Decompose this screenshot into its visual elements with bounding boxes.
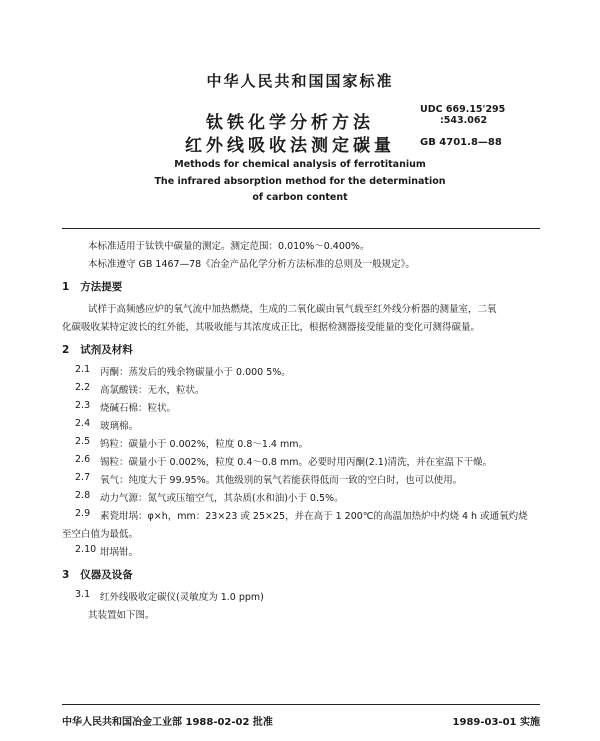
document-title-zh-line2: 红外线吸收法测定碳量 bbox=[185, 136, 395, 156]
approval-line: 中华人民共和国冶金工业部 1988-02-02 批准 bbox=[62, 717, 273, 728]
reagent-number: 2.1 bbox=[75, 364, 91, 375]
section-title: 试剂及材料 bbox=[80, 344, 133, 356]
udc-code: UDC 669.15'295 bbox=[420, 104, 506, 115]
equipment-note: 其装置如下图。 bbox=[88, 610, 155, 621]
header-divider bbox=[62, 228, 540, 229]
footer-divider bbox=[62, 704, 540, 705]
reagent-number: 2.2 bbox=[75, 382, 91, 393]
udc-code-continuation: :543.062 bbox=[440, 115, 488, 126]
reagent-number: 2.8 bbox=[75, 490, 91, 501]
intro-scope: 本标准适用于钛铁中碳量的测定。测定范围：0.010%～0.400%。 bbox=[88, 241, 370, 252]
method-summary-line2: 化碳吸收某特定波长的红外能，其吸收能与其浓度成正比，根据检测器接受能量的变化可测得碳量。 bbox=[62, 322, 481, 333]
document-title-en-line3: of carbon content bbox=[252, 192, 348, 203]
reagent-text: 玻璃棉。 bbox=[100, 421, 139, 432]
reagent-number: 2.6 bbox=[75, 454, 91, 465]
section-title: 仪器及设备 bbox=[80, 569, 133, 581]
section-number: 2 bbox=[62, 344, 70, 356]
section-3-heading bbox=[62, 567, 133, 582]
intro-compliance: 本标准遵守 GB 1467—78《冶金产品化学分析方法标准的总则及一般规定》。 bbox=[88, 259, 415, 270]
reagent-text: 坩埚钳。 bbox=[100, 547, 139, 558]
equipment-number: 3.1 bbox=[75, 589, 91, 600]
document-title-zh-line1: 钛铁化学分析方法 bbox=[206, 113, 374, 133]
reagent-text: 素瓷坩埚：φ×h，mm：23×23 或 25×25，并在高于 1 200℃的高温加热炉中灼烧 4 h 或通氧灼烧 bbox=[100, 511, 528, 522]
section-title: 方法提要 bbox=[80, 281, 123, 293]
reagent-number: 2.4 bbox=[75, 418, 91, 429]
reagent-text: 丙酮：蒸发后的残余物碳量小于 0.000 5%。 bbox=[100, 367, 291, 378]
reagent-number: 2.10 bbox=[75, 544, 97, 555]
method-summary-line1: 试样于高频感应炉的氧气流中加热燃烧，生成的二氧化碳由氧气载至红外线分析器的测量室，二氧 bbox=[88, 304, 497, 315]
document-title-en-line2: The infrared absorption method for the determination bbox=[154, 176, 446, 187]
section-number: 3 bbox=[62, 569, 70, 581]
reagent-text: 氧气：纯度大于 99.95%。其他级别的氧气若能获得低而一致的空白时，也可以使用。 bbox=[100, 475, 463, 486]
standard-title: 中华人民共和国国家标准 bbox=[206, 72, 394, 90]
equipment-text: 红外线吸收定碳仪(灵敏度为 1.0 ppm) bbox=[100, 592, 264, 603]
reagent-text: 高氯酸镁：无水，粒状。 bbox=[100, 385, 205, 396]
reagent-text-continuation: 至空白值为最低。 bbox=[62, 529, 139, 540]
reagent-number: 2.7 bbox=[75, 472, 91, 483]
reagent-number: 2.9 bbox=[75, 508, 91, 519]
reagent-text: 锡粒：碳量小于 0.002%，粒度 0.4～0.8 mm。必要时用丙酮(2.1)清洗，并在室温下干燥。 bbox=[100, 457, 493, 468]
section-number: 1 bbox=[62, 281, 70, 293]
section-1-heading bbox=[62, 279, 122, 294]
section-2-heading bbox=[62, 342, 133, 357]
reagent-text: 烧碱石棉：粒状。 bbox=[100, 403, 177, 414]
document-title-en-line1: Methods for chemical analysis of ferrotitanium bbox=[174, 159, 426, 170]
implementation-date: 1989-03-01 实施 bbox=[452, 717, 540, 728]
gb-number: GB 4701.8—88 bbox=[420, 137, 502, 148]
reagent-number: 2.3 bbox=[75, 400, 91, 411]
reagent-text: 钨粒：碳量小于 0.002%，粒度 0.8～1.4 mm。 bbox=[100, 439, 309, 450]
reagent-text: 动力气源：氮气或压缩空气，其杂质(水和油)小于 0.5%。 bbox=[100, 493, 344, 504]
reagent-number: 2.5 bbox=[75, 436, 91, 447]
